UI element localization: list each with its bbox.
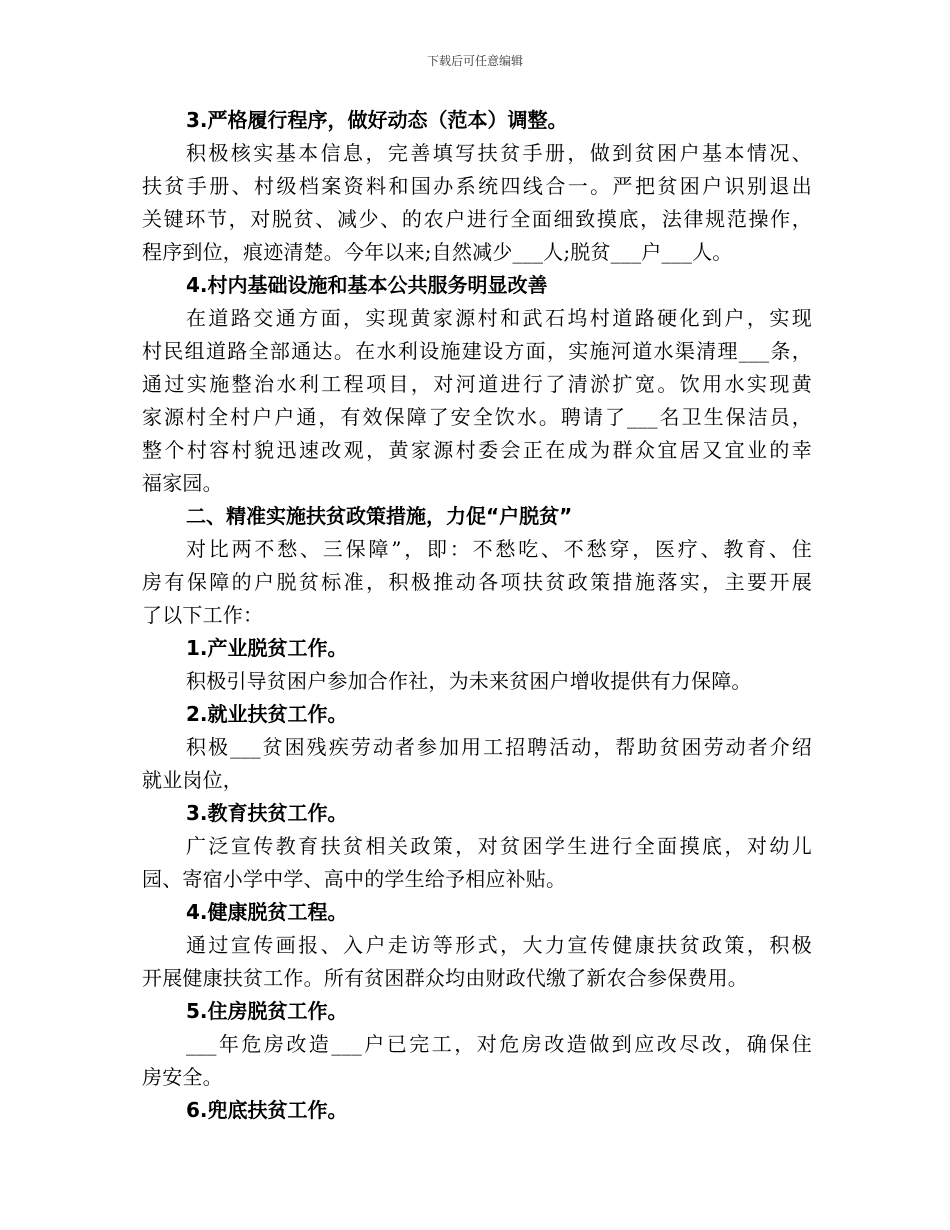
heading-basic-support: 6.兜底扶贫工作。	[186, 1098, 348, 1122]
paragraph-line: 程序到位，痕迹清楚。今年以来;自然减少___人;脱贫___户___人。	[142, 240, 733, 264]
paragraph-line: 房安全。	[142, 1065, 223, 1089]
paragraph-line: 福家园。	[142, 471, 223, 495]
paragraph-line: 关键环节，对脱贫、减少、的农户进行全面细致摸底，法律规范操作，	[142, 207, 812, 231]
heading-infrastructure: 4.村内基础设施和基本公共服务明显改善	[186, 273, 548, 297]
heading-industry: 1.产业脱贫工作。	[186, 636, 348, 660]
heading-section-two: 二、精准实施扶贫政策措施，力促“户脱贫”	[186, 504, 573, 528]
document-body	[142, 104, 812, 1127]
heading-housing: 5.住房脱贫工作。	[186, 999, 348, 1023]
paragraph-line: 积极___贫困残疾劳动者参加用工招聘活动，帮助贫困劳动者介绍	[186, 735, 812, 759]
paragraph-line: 就业岗位，	[142, 768, 243, 792]
paragraph-line: 开展健康扶贫工作。所有贫困群众均由财政代缴了新农合参保费用。	[142, 966, 748, 990]
heading-education: 3.教育扶贫工作。	[186, 801, 348, 825]
heading-health: 4.健康脱贫工程。	[186, 900, 348, 924]
heading-procedure: 3.严格履行程序，做好动态（范本）调整。	[186, 108, 568, 132]
paragraph-line: 在道路交通方面，实现黄家源村和武石坞村道路硬化到户，实现	[186, 306, 812, 330]
paragraph-line: 村民组道路全部通达。在水利设施建设方面，实施河道水渠清理___条，	[142, 339, 812, 363]
paragraph-line: 通过实施整治水利工程项目，对河道进行了清淤扩宽。饮用水实现黄	[142, 372, 812, 396]
paragraph-line: 积极引导贫困户参加合作社，为未来贫困户增收提供有力保障。	[186, 669, 752, 693]
paragraph-line: 整个村容村貌迅速改观，黄家源村委会正在成为群众宜居又宜业的幸	[142, 438, 812, 462]
paragraph-line: 积极核实基本信息，完善填写扶贫手册，做到贫困户基本情况、	[186, 141, 812, 165]
paragraph-line: 了以下工作：	[142, 603, 264, 627]
paragraph-line: 房有保障的户脱贫标准，积极推动各项扶贫政策措施落实，主要开展	[142, 570, 812, 594]
paragraph-line: 对比两不愁、三保障”，即：不愁吃、不愁穿，医疗、教育、住	[186, 537, 812, 561]
paragraph-line: ___年危房改造___户已完工，对危房改造做到应改尽改，确保住	[186, 1032, 812, 1056]
heading-employment: 2.就业扶贫工作。	[186, 702, 348, 726]
paragraph-line: 家源村全村户户通，有效保障了安全饮水。聘请了___名卫生保洁员，	[142, 405, 812, 429]
paragraph-line: 园、寄宿小学中学、高中的学生给予相应补贴。	[142, 867, 567, 891]
page-header-note: 下载后可任意编辑	[426, 54, 523, 68]
paragraph-line: 广泛宣传教育扶贫相关政策，对贫困学生进行全面摸底，对幼儿	[186, 834, 812, 858]
paragraph-line: 通过宣传画报、入户走访等形式，大力宣传健康扶贫政策，积极	[186, 933, 812, 957]
paragraph-line: 扶贫手册、村级档案资料和国办系统四线合一。严把贫困户识别退出	[142, 174, 812, 198]
